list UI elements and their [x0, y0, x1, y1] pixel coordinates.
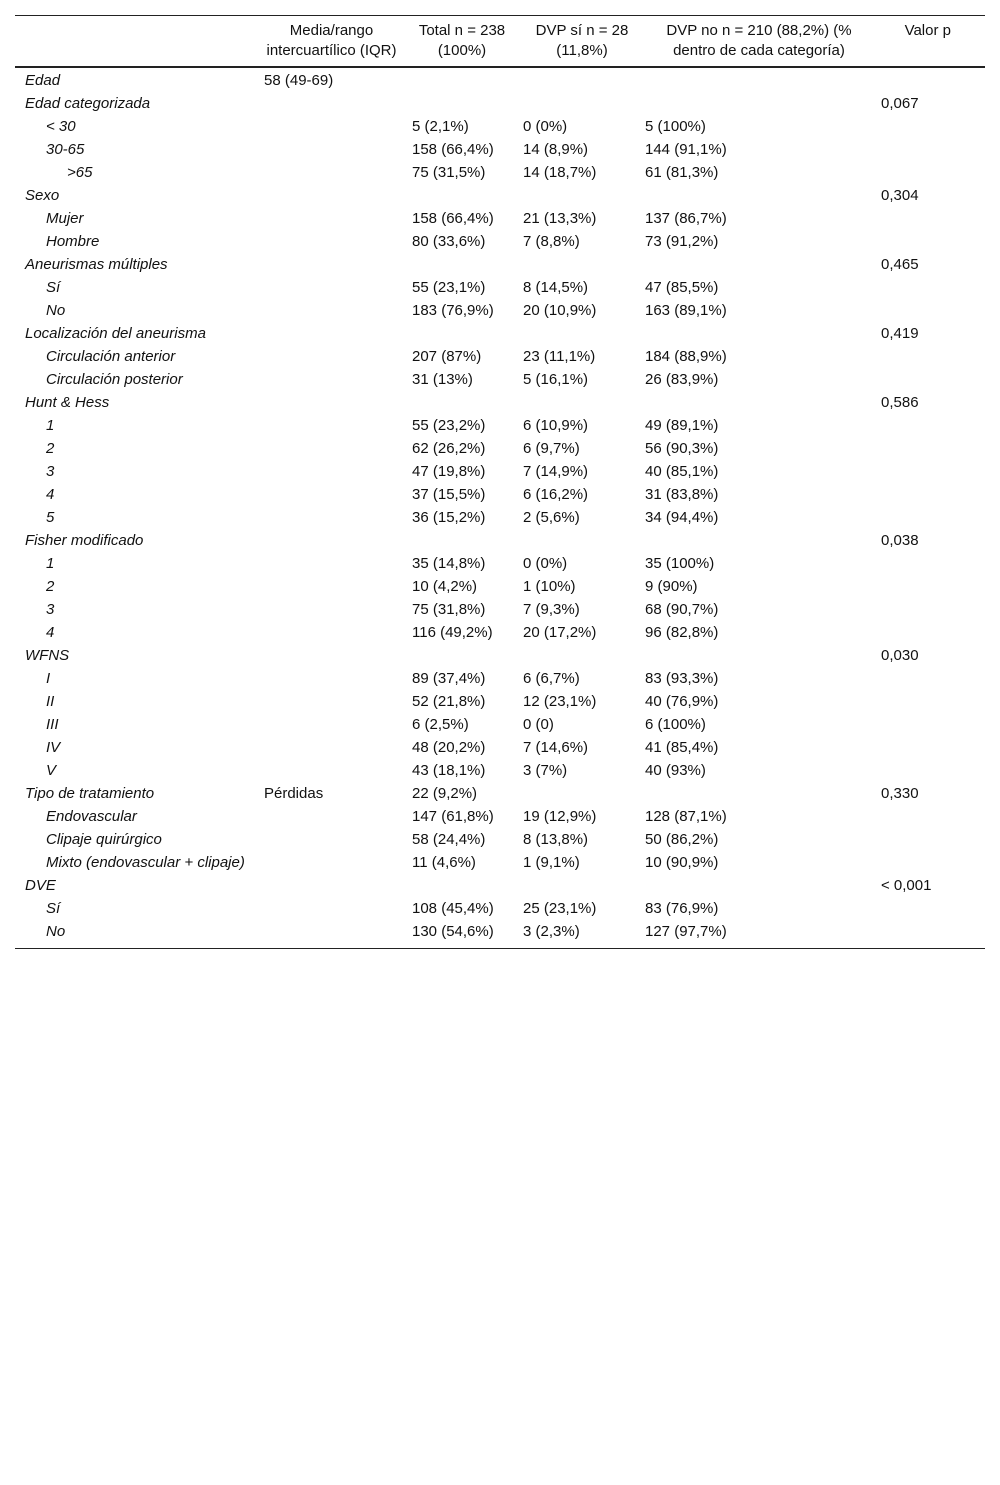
cell-dvp-si: 2 (5,6%)	[523, 509, 580, 526]
cell-dvp-si: 3 (7%)	[523, 762, 568, 779]
table-row	[15, 116, 985, 139]
row-label: Hunt & Hess	[25, 394, 110, 411]
cell-dvp-no: 56 (90,3%)	[645, 440, 719, 457]
cell-dvp-si: 6 (6,7%)	[523, 670, 580, 687]
cell-total: 47 (19,8%)	[412, 463, 486, 480]
row-label: II	[46, 693, 55, 710]
table-row	[15, 576, 985, 599]
cell-p-value	[875, 162, 985, 185]
cell-media	[260, 760, 403, 783]
cell-dvp-si	[521, 185, 643, 208]
header-p-value: Valor p	[904, 22, 951, 39]
row-label: WFNS	[25, 647, 70, 664]
cell-p-value: 0,465	[881, 256, 919, 273]
table-row	[15, 438, 985, 461]
cell-media	[260, 691, 403, 714]
cell-total: 52 (21,8%)	[412, 693, 486, 710]
cell-p-value: 0,330	[881, 785, 919, 802]
row-label: Circulación posterior	[46, 371, 183, 388]
table-row	[15, 622, 985, 645]
cell-dvp-no	[643, 530, 875, 553]
cell-total: 43 (18,1%)	[412, 762, 486, 779]
cell-total: 48 (20,2%)	[412, 739, 486, 756]
cell-p-value	[875, 415, 985, 438]
cell-dvp-si: 23 (11,1%)	[523, 348, 596, 365]
table-row	[15, 323, 985, 346]
cell-dvp-si: 0 (0%)	[523, 555, 568, 572]
cell-dvp-si: 1 (9,1%)	[523, 854, 580, 871]
cell-media	[260, 645, 403, 668]
cell-dvp-no: 83 (93,3%)	[645, 670, 719, 687]
cell-media	[260, 484, 403, 507]
cell-dvp-no: 163 (89,1%)	[645, 302, 727, 319]
row-label: Clipaje quirúrgico	[46, 831, 162, 848]
cell-media	[260, 507, 403, 530]
table-row	[15, 829, 985, 852]
row-label: Sí	[46, 279, 61, 296]
cell-media	[260, 714, 403, 737]
table-row	[15, 415, 985, 438]
row-label: Endovascular	[46, 808, 137, 825]
cell-p-value	[875, 691, 985, 714]
cell-media	[260, 806, 403, 829]
cell-media	[260, 208, 403, 231]
cell-dvp-si: 20 (17,2%)	[523, 624, 597, 641]
table-row	[15, 806, 985, 829]
cell-total: 75 (31,8%)	[412, 601, 486, 618]
table-row	[15, 760, 985, 783]
cell-total: 58 (24,4%)	[412, 831, 486, 848]
row-label: 2	[46, 578, 55, 595]
header-dvp-no: DVP no n = 210 (88,2%) (% dentro de cada categoría)	[666, 22, 852, 59]
table-row	[15, 369, 985, 392]
cell-total: 158 (66,4%)	[412, 141, 494, 158]
table-body	[15, 67, 985, 949]
cell-dvp-no: 40 (93%)	[645, 762, 706, 779]
cell-p-value	[875, 461, 985, 484]
cell-media	[260, 875, 403, 898]
cell-p-value: 0,586	[881, 394, 919, 411]
cell-total	[403, 875, 521, 898]
cell-media	[260, 852, 403, 875]
table-row	[15, 231, 985, 254]
cell-dvp-si: 0 (0)	[523, 716, 554, 733]
cell-total: 62 (26,2%)	[412, 440, 486, 457]
row-label: Fisher modificado	[25, 532, 144, 549]
table-row	[15, 185, 985, 208]
header-row	[15, 16, 985, 68]
cell-total: 31 (13%)	[412, 371, 473, 388]
cell-media	[260, 300, 403, 323]
cell-dvp-no: 6 (100%)	[645, 716, 706, 733]
cell-media	[260, 599, 403, 622]
cell-p-value: < 0,001	[881, 877, 932, 894]
row-label: Tipo de tratamiento	[25, 785, 155, 802]
row-label: 3	[46, 463, 55, 480]
cell-p-value	[875, 714, 985, 737]
cell-media	[260, 829, 403, 852]
cell-media	[260, 116, 403, 139]
cell-media	[260, 162, 403, 185]
cell-total: 116 (49,2%)	[412, 624, 493, 641]
table-row	[15, 645, 985, 668]
cell-p-value	[875, 139, 985, 162]
cell-dvp-si: 7 (14,6%)	[523, 739, 589, 756]
cell-dvp-no: 31 (83,8%)	[645, 486, 719, 503]
cell-dvp-no: 34 (94,4%)	[645, 509, 719, 526]
cell-p-value	[875, 369, 985, 392]
table-row	[15, 162, 985, 185]
table-row	[15, 737, 985, 760]
table-row	[15, 783, 985, 806]
cell-p-value	[875, 484, 985, 507]
cell-dvp-no	[643, 67, 875, 93]
table-row	[15, 93, 985, 116]
cell-p-value	[875, 921, 985, 949]
cell-dvp-si: 1 (10%)	[523, 578, 576, 595]
cell-dvp-no: 73 (91,2%)	[645, 233, 719, 250]
row-label: 4	[46, 486, 55, 503]
cell-total	[403, 185, 521, 208]
cell-total: 11 (4,6%)	[412, 854, 476, 871]
cell-p-value	[875, 116, 985, 139]
cell-dvp-si	[521, 645, 643, 668]
cell-dvp-no: 184 (88,9%)	[645, 348, 727, 365]
cell-dvp-no	[643, 93, 875, 116]
cell-dvp-no	[643, 645, 875, 668]
cell-total: 55 (23,1%)	[412, 279, 486, 296]
header-dvp-si: DVP sí n = 28 (11,8%)	[535, 22, 629, 59]
table-row	[15, 139, 985, 162]
cell-dvp-no	[643, 783, 875, 806]
cell-p-value	[875, 208, 985, 231]
cell-dvp-si: 0 (0%)	[523, 118, 568, 135]
cell-dvp-no: 9 (90%)	[645, 578, 698, 595]
row-label: I	[46, 670, 51, 687]
cell-media	[260, 185, 403, 208]
cell-dvp-no	[643, 323, 875, 346]
cell-p-value	[875, 300, 985, 323]
table-row	[15, 530, 985, 553]
row-label: 30-65	[46, 141, 85, 158]
cell-total	[403, 530, 521, 553]
cell-dvp-no: 83 (76,9%)	[645, 900, 719, 917]
row-label: 1	[46, 555, 55, 572]
cell-dvp-no: 41 (85,4%)	[645, 739, 719, 756]
cell-dvp-no: 137 (86,7%)	[645, 210, 727, 227]
cell-dvp-si	[521, 254, 643, 277]
row-label: III	[46, 716, 59, 733]
cell-dvp-si: 19 (12,9%)	[523, 808, 597, 825]
cell-total: 75 (31,5%)	[412, 164, 486, 181]
cell-dvp-si: 7 (14,9%)	[523, 463, 589, 480]
row-label: DVE	[25, 877, 56, 894]
cell-dvp-no: 10 (90,9%)	[645, 854, 719, 871]
table-row	[15, 714, 985, 737]
table-row	[15, 599, 985, 622]
cell-dvp-si: 20 (10,9%)	[523, 302, 597, 319]
cell-dvp-no	[643, 875, 875, 898]
header-total: Total n = 238 (100%)	[418, 22, 506, 59]
cell-total	[403, 93, 521, 116]
cell-p-value	[875, 668, 985, 691]
cell-dvp-si: 21 (13,3%)	[523, 210, 597, 227]
table-row	[15, 921, 985, 949]
cell-p-value: 0,419	[881, 325, 919, 342]
cell-dvp-si: 7 (8,8%)	[523, 233, 580, 250]
cell-media	[260, 553, 403, 576]
cell-dvp-si	[521, 392, 643, 415]
row-label: No	[46, 923, 66, 940]
cell-dvp-no: 5 (100%)	[645, 118, 706, 135]
cell-media	[260, 323, 403, 346]
cell-p-value: 0,038	[881, 532, 919, 549]
row-label: 3	[46, 601, 55, 618]
cell-total: 6 (2,5%)	[412, 716, 469, 733]
row-label: Mixto (endovascular + clipaje)	[46, 854, 245, 871]
row-label: Mujer	[46, 210, 84, 227]
table-row	[15, 553, 985, 576]
table-row	[15, 507, 985, 530]
row-label: Sexo	[25, 187, 60, 204]
cell-dvp-si	[521, 875, 643, 898]
row-label: V	[46, 762, 57, 779]
cell-dvp-si: 12 (23,1%)	[523, 693, 597, 710]
cell-media	[260, 93, 403, 116]
row-label: Aneurismas múltiples	[25, 256, 168, 273]
cell-dvp-si	[521, 323, 643, 346]
cell-total: 147 (61,8%)	[412, 808, 494, 825]
cell-media	[260, 461, 403, 484]
cell-dvp-si	[521, 67, 643, 93]
cell-total: 207 (87%)	[412, 348, 482, 365]
cell-total: 10 (4,2%)	[412, 578, 478, 595]
row-label: Edad categorizada	[25, 95, 151, 112]
cell-total: 36 (15,2%)	[412, 509, 486, 526]
cell-media	[260, 530, 403, 553]
cell-p-value	[875, 438, 985, 461]
cell-p-value	[875, 599, 985, 622]
cell-dvp-si: 5 (16,1%)	[523, 371, 589, 388]
table-row	[15, 392, 985, 415]
cell-dvp-no: 128 (87,1%)	[645, 808, 727, 825]
row-label: >65	[67, 164, 93, 181]
cell-dvp-no	[643, 254, 875, 277]
cell-p-value	[875, 553, 985, 576]
cell-dvp-no: 40 (76,9%)	[645, 693, 719, 710]
cell-dvp-si: 6 (10,9%)	[523, 417, 589, 434]
cell-p-value	[875, 507, 985, 530]
table-row	[15, 277, 985, 300]
cell-dvp-si: 6 (9,7%)	[523, 440, 580, 457]
cell-p-value	[875, 277, 985, 300]
cell-dvp-si	[521, 530, 643, 553]
cell-dvp-si: 14 (8,9%)	[523, 141, 589, 158]
row-label: Edad	[25, 72, 61, 89]
row-label: 2	[46, 440, 55, 457]
cell-media	[260, 576, 403, 599]
cell-total: 130 (54,6%)	[412, 923, 494, 940]
cell-dvp-no: 96 (82,8%)	[645, 624, 719, 641]
cell-dvp-si: 3 (2,3%)	[523, 923, 580, 940]
cell-dvp-si: 14 (18,7%)	[523, 164, 597, 181]
cell-total	[403, 392, 521, 415]
cell-dvp-si: 7 (9,3%)	[523, 601, 580, 618]
cell-p-value	[875, 760, 985, 783]
header-variable	[15, 16, 260, 68]
cell-p-value	[875, 898, 985, 921]
cell-total	[403, 67, 521, 93]
cell-dvp-no: 40 (85,1%)	[645, 463, 719, 480]
row-label: Hombre	[46, 233, 100, 250]
cell-dvp-si: 8 (14,5%)	[523, 279, 589, 296]
results-table	[15, 15, 985, 949]
cell-media: 58 (49-69)	[264, 72, 334, 89]
cell-p-value	[875, 806, 985, 829]
table-header	[15, 16, 985, 68]
cell-total: 37 (15,5%)	[412, 486, 486, 503]
cell-total: 108 (45,4%)	[412, 900, 494, 917]
cell-total: 22 (9,2%)	[412, 785, 478, 802]
table-row	[15, 668, 985, 691]
cell-dvp-no: 26 (83,9%)	[645, 371, 719, 388]
cell-media	[260, 438, 403, 461]
cell-dvp-si: 25 (23,1%)	[523, 900, 597, 917]
table-row	[15, 461, 985, 484]
cell-p-value	[875, 622, 985, 645]
cell-dvp-no: 61 (81,3%)	[645, 164, 719, 181]
cell-media	[260, 231, 403, 254]
cell-dvp-no: 50 (86,2%)	[645, 831, 719, 848]
cell-p-value: 0,030	[881, 647, 919, 664]
cell-dvp-no: 68 (90,7%)	[645, 601, 719, 618]
cell-media	[260, 898, 403, 921]
cell-dvp-no: 49 (89,1%)	[645, 417, 719, 434]
cell-total: 55 (23,2%)	[412, 417, 486, 434]
table-row	[15, 300, 985, 323]
cell-p-value	[875, 576, 985, 599]
cell-media	[260, 392, 403, 415]
cell-total	[403, 645, 521, 668]
cell-total: 80 (33,6%)	[412, 233, 486, 250]
row-label: IV	[46, 739, 61, 756]
cell-total: 89 (37,4%)	[412, 670, 486, 687]
cell-p-value	[875, 67, 985, 93]
row-label: 1	[46, 417, 55, 434]
cell-media	[260, 254, 403, 277]
row-label: 4	[46, 624, 55, 641]
cell-dvp-no	[643, 392, 875, 415]
cell-media	[260, 369, 403, 392]
cell-total	[403, 323, 521, 346]
row-label: Sí	[46, 900, 61, 917]
cell-dvp-no: 35 (100%)	[645, 555, 715, 572]
cell-dvp-si	[521, 93, 643, 116]
cell-p-value	[875, 737, 985, 760]
cell-media	[260, 622, 403, 645]
cell-dvp-si: 6 (16,2%)	[523, 486, 589, 503]
cell-media: Pérdidas	[264, 785, 324, 802]
cell-total: 158 (66,4%)	[412, 210, 494, 227]
table-row	[15, 484, 985, 507]
cell-total	[403, 254, 521, 277]
cell-p-value	[875, 852, 985, 875]
table-row	[15, 208, 985, 231]
cell-media	[260, 139, 403, 162]
cell-media	[260, 415, 403, 438]
cell-total: 35 (14,8%)	[412, 555, 486, 572]
row-label: Localización del aneurisma	[25, 325, 206, 342]
cell-total: 183 (76,9%)	[412, 302, 494, 319]
cell-p-value	[875, 231, 985, 254]
row-label: 5	[46, 509, 55, 526]
cell-p-value	[875, 829, 985, 852]
table-row	[15, 67, 985, 93]
cell-media	[260, 921, 403, 949]
table-row	[15, 346, 985, 369]
table-row	[15, 852, 985, 875]
cell-media	[260, 737, 403, 760]
row-label: < 30	[46, 118, 76, 135]
cell-dvp-no	[643, 185, 875, 208]
table-row	[15, 254, 985, 277]
cell-dvp-si	[521, 783, 643, 806]
cell-dvp-no: 127 (97,7%)	[645, 923, 727, 940]
table-row	[15, 898, 985, 921]
cell-p-value	[875, 346, 985, 369]
cell-p-value: 0,067	[881, 95, 919, 112]
table-row	[15, 691, 985, 714]
header-media: Media/rango intercuartílico (IQR)	[266, 22, 397, 59]
table-row	[15, 875, 985, 898]
row-label: No	[46, 302, 66, 319]
row-label: Circulación anterior	[46, 348, 176, 365]
cell-dvp-no: 47 (85,5%)	[645, 279, 719, 296]
cell-dvp-no: 144 (91,1%)	[645, 141, 727, 158]
cell-total: 5 (2,1%)	[412, 118, 469, 135]
cell-media	[260, 668, 403, 691]
cell-media	[260, 346, 403, 369]
cell-dvp-si: 8 (13,8%)	[523, 831, 589, 848]
cell-p-value: 0,304	[881, 187, 919, 204]
cell-media	[260, 277, 403, 300]
